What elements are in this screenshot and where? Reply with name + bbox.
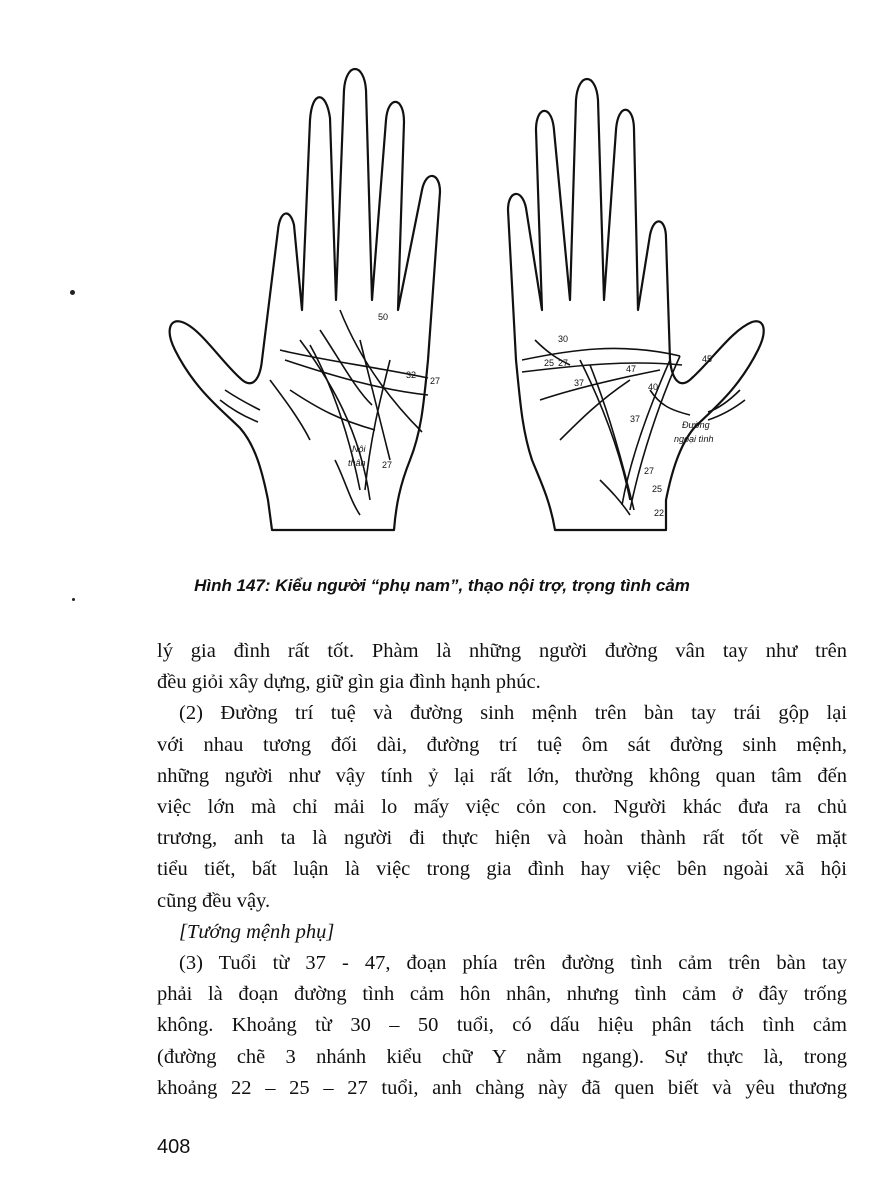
right-label-27: 27 bbox=[558, 358, 569, 368]
text-line: với nhau tương đối dài, đường trí tuệ ôm sát đường sinh mệnh, bbox=[157, 733, 847, 756]
left-note-line1: Nội bbox=[352, 444, 366, 454]
right-label-37a: 37 bbox=[574, 378, 585, 388]
right-hand-outline bbox=[508, 79, 764, 530]
right-label-37b: 37 bbox=[630, 414, 641, 424]
right-label-22: 22 bbox=[654, 508, 665, 518]
right-label-27b: 27 bbox=[644, 466, 655, 476]
text-line: phải là đoạn đường tình cảm hôn nhân, nhưng tình cảm ở đây trống bbox=[157, 983, 847, 1006]
figure-caption: Hình 147: Kiểu người “phụ nam”, thạo nội trợ, trọng tình cảm bbox=[194, 576, 690, 595]
text-line: (2) Đường trí tuệ và đường sinh mệnh trên bàn tay trái gộp lại bbox=[179, 702, 847, 725]
text-line: tiểu tiết, bất luận là việc trong gia đình hay việc bên ngoài xã hội bbox=[157, 858, 847, 881]
left-note-line2: thân bbox=[348, 458, 366, 468]
right-note-line2: ngoại tình bbox=[674, 434, 714, 444]
text-line: cũng đều vậy. bbox=[157, 889, 271, 912]
left-hand-outline bbox=[170, 69, 440, 530]
palm-illustration bbox=[160, 60, 840, 560]
text-line: khoảng 22 – 25 – 27 tuổi, anh chàng này đã quen biết và yêu thương bbox=[157, 1076, 847, 1099]
left-label-27a: 27 bbox=[430, 376, 441, 386]
text-line: (đường chẽ 3 nhánh kiểu chữ Y nằm ngang). Sự thực là, trong bbox=[157, 1045, 847, 1068]
section-heading: [Tướng mệnh phụ] bbox=[179, 920, 335, 943]
scan-speck bbox=[70, 290, 75, 295]
text-line: (3) Tuổi từ 37 - 47, đoạn phía trên đường tình cảm trên bàn tay bbox=[179, 952, 847, 975]
left-label-32: 32 bbox=[406, 370, 417, 380]
right-label-45: 45 bbox=[702, 354, 713, 364]
palm-figure bbox=[160, 60, 840, 560]
scan-speck bbox=[72, 598, 75, 601]
right-label-30: 30 bbox=[558, 334, 569, 344]
right-label-47: 47 bbox=[626, 364, 637, 374]
text-line: những người như vậy tính ỷ lại rất lớn, thường không quan tâm đến bbox=[157, 764, 847, 787]
text-line: trương, anh ta là người đi thực hiện và hoàn thành rất tốt về mặt bbox=[157, 827, 847, 850]
left-label-27b: 27 bbox=[382, 460, 393, 470]
text-line: việc lớn mà chỉ mải lo mấy việc cỏn con. Người khác đưa ra chủ bbox=[157, 796, 847, 819]
text-line: lý gia đình rất tốt. Phàm là những người đường vân tay như trên bbox=[157, 640, 847, 662]
right-label-25: 25 bbox=[544, 358, 555, 368]
page-number: 408 bbox=[157, 1136, 191, 1158]
right-label-40: 40 bbox=[648, 382, 659, 392]
body-text bbox=[157, 636, 847, 1104]
text-line: đều giỏi xây dựng, giữ gìn gia đình hạnh phúc. bbox=[157, 671, 541, 694]
right-note-line1: Đường bbox=[682, 420, 710, 430]
right-label-25b: 25 bbox=[652, 484, 663, 494]
text-line: không. Khoảng từ 30 – 50 tuổi, có dấu hiệu phân tách tình cảm bbox=[157, 1014, 847, 1037]
left-label-50: 50 bbox=[378, 312, 389, 322]
